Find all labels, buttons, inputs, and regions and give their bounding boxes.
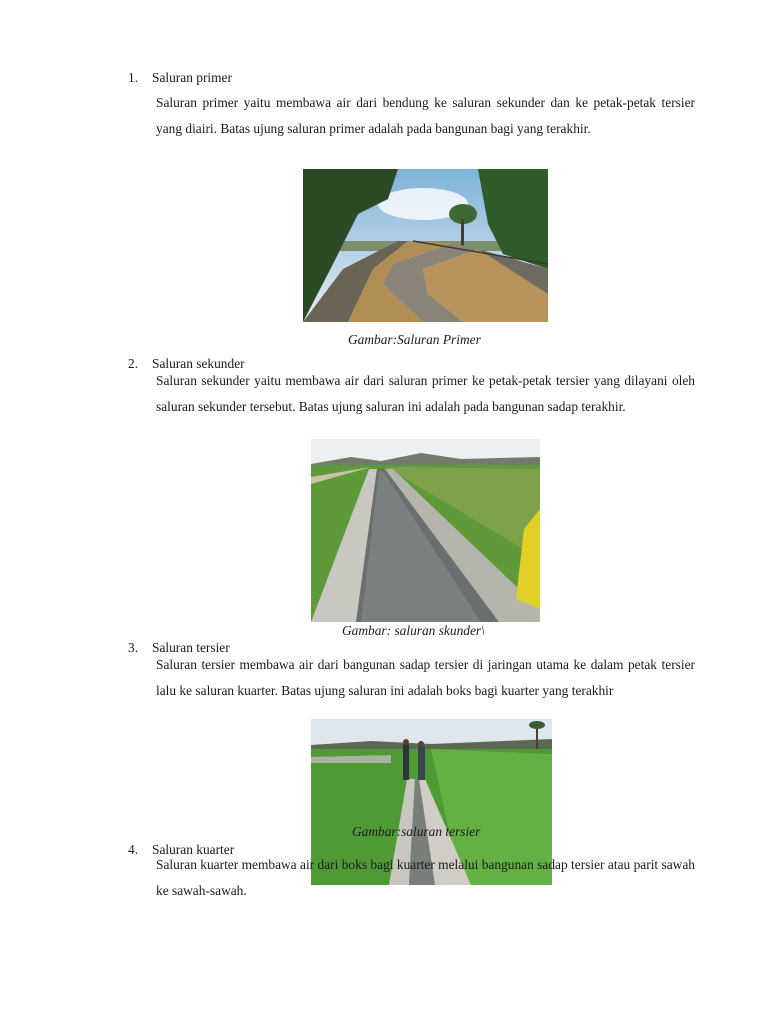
list-number: 3. bbox=[128, 640, 139, 655]
caption-primer: Gambar:Saluran Primer bbox=[348, 332, 481, 347]
section-body-primer: Saluran primer yaitu membawa air dari bendung ke saluran sekunder dan ke petak-petak tersier yang diairi. Batas ujung saluran primer adalah pada bangunan bagi yang terakhir. bbox=[156, 95, 695, 136]
section-heading-kuarter: Saluran kuarter bbox=[152, 842, 235, 857]
photo-saluran-sekunder bbox=[311, 439, 540, 622]
section-body-kuarter: Saluran kuarter membawa air dari boks bagi kuarter melalui bangunan sadap tersier atau parit sawah ke sawah-sawah. bbox=[156, 857, 695, 898]
list-number: 4. bbox=[128, 842, 139, 857]
section-body-tersier: Saluran tersier membawa air dari bangunan sadap tersier di jaringan utama ke dalam petak tersier lalu ke saluran kuarter. Batas ujung saluran ini adalah boks bagi kuarter yang terakhir bbox=[156, 657, 695, 698]
photo-saluran-primer bbox=[303, 169, 548, 322]
caption-sekunder: Gambar: saluran skunder\ bbox=[342, 623, 485, 638]
section-heading-sekunder: Saluran sekunder bbox=[152, 356, 245, 371]
section-heading-tersier: Saluran tersier bbox=[152, 640, 230, 655]
section-body-sekunder: Saluran sekunder yaitu membawa air dari saluran primer ke petak-petak tersier yang dilayani oleh saluran sekunder tersebut. Batas ujung saluran ini adalah pada bangunan sadap terakhir. bbox=[156, 373, 695, 414]
list-number: 1. bbox=[128, 70, 139, 85]
list-number: 2. bbox=[128, 356, 139, 371]
caption-tersier: Gambar:saluran tersier bbox=[352, 824, 481, 839]
section-heading-primer: Saluran primer bbox=[152, 70, 232, 85]
